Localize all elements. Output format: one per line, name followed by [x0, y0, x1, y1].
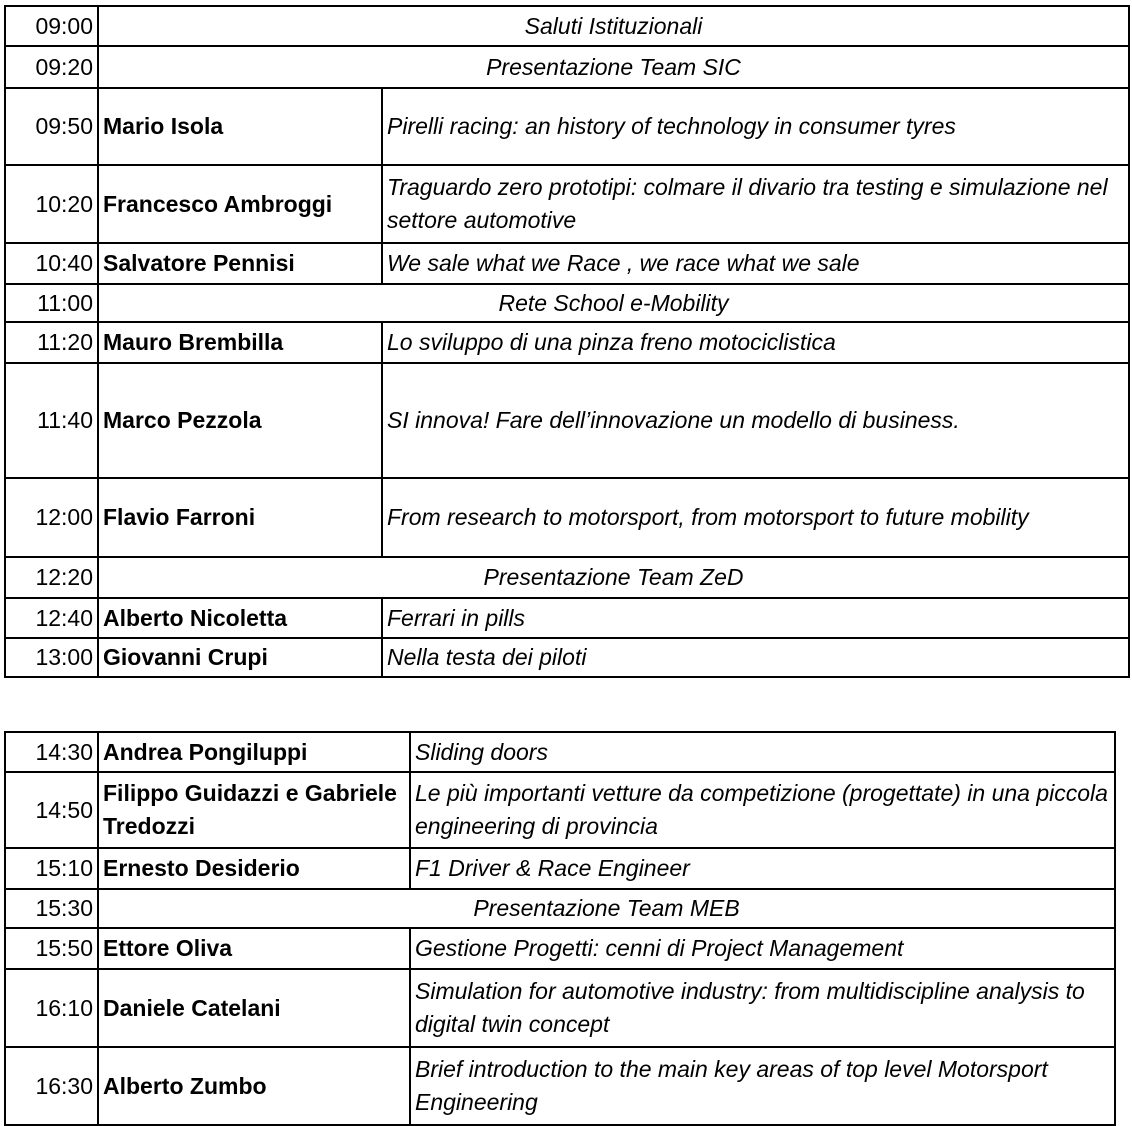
speaker-cell: Salvatore Pennisi	[98, 243, 382, 284]
session-cell: Presentazione Team SIC	[98, 46, 1129, 88]
time-cell: 12:40	[5, 598, 98, 638]
talk-title-cell: We sale what we Race , we race what we sale	[382, 243, 1129, 284]
table-row	[5, 165, 1129, 243]
time-cell: 11:00	[5, 284, 98, 322]
speaker-cell: Daniele Catelani	[98, 969, 410, 1047]
talk-title-cell: Nella testa dei piloti	[382, 638, 1129, 677]
speaker-cell: Giovanni Crupi	[98, 638, 382, 677]
speaker-cell: Ettore Oliva	[98, 928, 410, 969]
time-cell: 16:10	[5, 969, 98, 1047]
table-row	[5, 848, 1115, 889]
talk-title-cell: Pirelli racing: an history of technology in consumer tyres	[382, 88, 1129, 165]
speaker-cell: Alberto Zumbo	[98, 1047, 410, 1125]
table-row	[5, 1047, 1115, 1125]
time-cell: 09:20	[5, 46, 98, 88]
table-row	[5, 284, 1129, 322]
talk-title-cell: Brief introduction to the main key areas of top level Motorsport Engineering	[410, 1047, 1115, 1125]
speaker-cell: Francesco Ambroggi	[98, 165, 382, 243]
time-cell: 12:00	[5, 478, 98, 557]
table-row	[5, 363, 1129, 478]
speaker-cell: Alberto Nicoletta	[98, 598, 382, 638]
time-cell: 15:30	[5, 889, 98, 928]
talk-title-cell: Lo sviluppo di una pinza freno motociclistica	[382, 322, 1129, 363]
talk-title-cell: Ferrari in pills	[382, 598, 1129, 638]
table-row	[5, 88, 1129, 165]
table-row	[5, 46, 1129, 88]
talk-title-cell: Simulation for automotive industry: from multidiscipline analysis to digital twin concept	[410, 969, 1115, 1047]
table-row	[5, 478, 1129, 557]
table-row	[5, 6, 1129, 46]
time-cell: 11:20	[5, 322, 98, 363]
talk-title-cell: Gestione Progetti: cenni di Project Management	[410, 928, 1115, 969]
session-cell: Presentazione Team MEB	[98, 889, 1115, 928]
time-cell: 15:10	[5, 848, 98, 889]
time-cell: 15:50	[5, 928, 98, 969]
speaker-cell: Filippo Guidazzi e Gabriele Tredozzi	[98, 772, 410, 848]
talk-title-cell: Le più importanti vetture da competizione (progettate) in una piccola engineering di provincia	[410, 772, 1115, 848]
speaker-cell: Ernesto Desiderio	[98, 848, 410, 889]
time-cell: 10:40	[5, 243, 98, 284]
time-cell: 11:40	[5, 363, 98, 478]
talk-title-cell: Sliding doors	[410, 732, 1115, 772]
talk-title-cell: F1 Driver & Race Engineer	[410, 848, 1115, 889]
table-row	[5, 928, 1115, 969]
speaker-cell: Andrea Pongiluppi	[98, 732, 410, 772]
speaker-cell: Marco Pezzola	[98, 363, 382, 478]
talk-title-cell: SI innova! Fare dell’innovazione un modello di business.	[382, 363, 1129, 478]
session-cell: Rete School e-Mobility	[98, 284, 1129, 322]
speaker-cell: Mauro Brembilla	[98, 322, 382, 363]
time-cell: 14:30	[5, 732, 98, 772]
time-cell: 14:50	[5, 772, 98, 848]
table-row	[5, 732, 1115, 772]
table-row	[5, 889, 1115, 928]
afternoon-schedule-table	[4, 731, 1116, 1126]
time-cell: 13:00	[5, 638, 98, 677]
session-cell: Saluti Istituzionali	[98, 6, 1129, 46]
time-cell: 09:00	[5, 6, 98, 46]
talk-title-cell: Traguardo zero prototipi: colmare il divario tra testing e simulazione nel settore automotive	[382, 165, 1129, 243]
table-row	[5, 969, 1115, 1047]
session-cell: Presentazione Team ZeD	[98, 557, 1129, 598]
table-row	[5, 638, 1129, 677]
table-row	[5, 557, 1129, 598]
talk-title-cell: From research to motorsport, from motorsport to future mobility	[382, 478, 1129, 557]
table-row	[5, 598, 1129, 638]
morning-schedule-table	[4, 5, 1130, 678]
speaker-cell: Mario Isola	[98, 88, 382, 165]
table-row	[5, 772, 1115, 848]
time-cell: 12:20	[5, 557, 98, 598]
time-cell: 16:30	[5, 1047, 98, 1125]
speaker-cell: Flavio Farroni	[98, 478, 382, 557]
time-cell: 09:50	[5, 88, 98, 165]
time-cell: 10:20	[5, 165, 98, 243]
table-row	[5, 322, 1129, 363]
table-row	[5, 243, 1129, 284]
